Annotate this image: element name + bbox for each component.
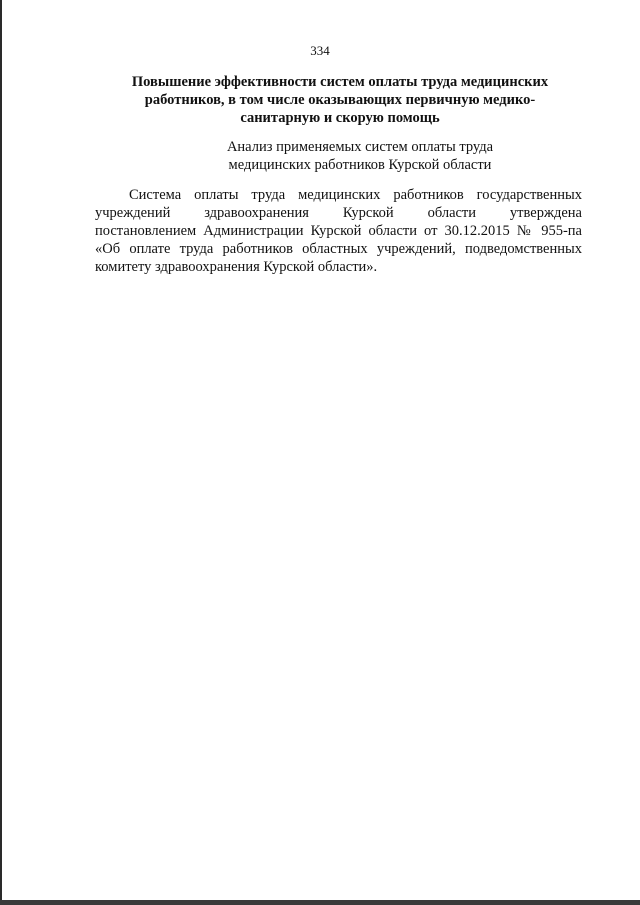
paragraph-line <box>95 204 582 222</box>
paragraph-word: утверждена <box>509 205 582 221</box>
paragraph-line: Система оплаты труда медицинских работников государственных <box>129 187 582 203</box>
paragraph-word: здравоохранения <box>204 205 309 221</box>
paragraph-word: учреждений <box>95 205 171 221</box>
scan-edge-bottom <box>0 900 640 905</box>
section-title <box>100 73 580 127</box>
scan-edge-left <box>0 0 2 905</box>
subsection-title-line: медицинских работников Курской области <box>228 157 492 173</box>
paragraph-line: постановлением Администрации Курской области от 30.12.2015 № 955-па <box>95 223 582 239</box>
subsection-title <box>205 138 515 174</box>
page-number: 334 <box>310 43 330 58</box>
section-title-line: санитарную и скорую помощь <box>240 110 440 126</box>
paragraph-word: области <box>427 205 477 221</box>
body-paragraph <box>95 186 582 276</box>
paragraph-line: комитету здравоохранения Курской области». <box>95 259 378 275</box>
paragraph-word: Курской <box>342 205 394 221</box>
paragraph-line: «Об оплате труда работников областных учреждений, подведомственных <box>95 241 582 257</box>
section-title-line: работников, в том числе оказывающих первичную медико- <box>144 92 536 108</box>
subsection-title-line: Анализ применяемых систем оплаты труда <box>226 139 494 155</box>
section-title-line: Повышение эффективности систем оплаты труда медицинских <box>131 74 549 90</box>
